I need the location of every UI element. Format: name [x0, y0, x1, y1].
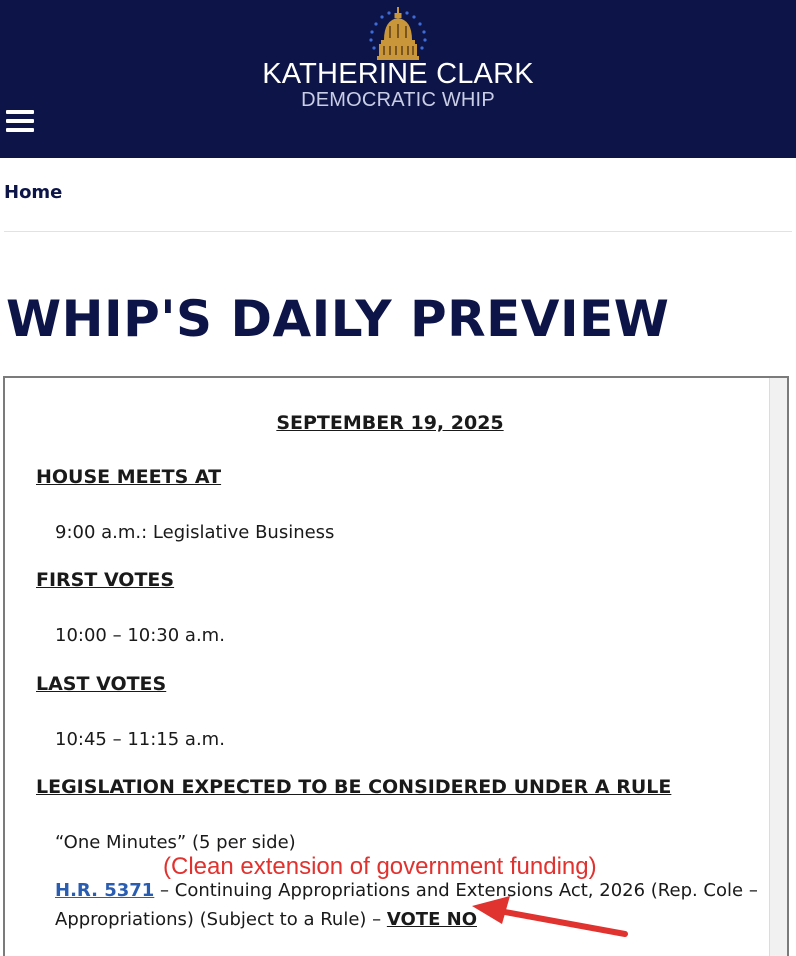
section-heading-first-votes: FIRST VOTES: [36, 569, 175, 591]
site-header: [0, 0, 796, 158]
red-arrow-icon: [470, 896, 630, 942]
section-heading-last-votes: LAST VOTES: [36, 673, 167, 695]
page-title: WHIP'S DAILY PREVIEW: [6, 290, 670, 348]
scrollbar[interactable]: [769, 378, 787, 956]
annotation-text: (Clean extension of government funding): [163, 853, 597, 880]
bill-line-2: [55, 909, 477, 930]
section-text-one-minutes: “One Minutes” (5 per side): [55, 832, 296, 853]
hamburger-menu-icon[interactable]: [6, 110, 34, 134]
bill-link-hr5371[interactable]: H.R. 5371: [55, 880, 155, 901]
site-name[interactable]: KATHERINE CLARK: [262, 58, 534, 90]
vote-recommendation: VOTE NO: [386, 909, 477, 930]
section-heading-house-meets: HOUSE MEETS AT: [36, 466, 222, 488]
section-text-first-votes: 10:00 – 10:30 a.m.: [55, 625, 225, 646]
divider: [4, 231, 792, 232]
document-date: SEPTEMBER 19, 2025: [276, 412, 504, 434]
bill-title: – Continuing Appropriations and Extensions Act, 2026 (Rep. Cole –: [154, 880, 758, 901]
bill-line-1: [55, 880, 758, 901]
section-text-last-votes: 10:45 – 11:15 a.m.: [55, 729, 225, 750]
site-subtitle: DEMOCRATIC WHIP: [301, 89, 495, 111]
section-text-house-meets: 9:00 a.m.: Legislative Business: [55, 522, 335, 543]
bill-details: Appropriations) (Subject to a Rule) –: [55, 909, 387, 930]
breadcrumb-home[interactable]: Home: [4, 182, 63, 203]
section-heading-legislation: LEGISLATION EXPECTED TO BE CONSIDERED UNDER A RULE: [36, 776, 672, 798]
